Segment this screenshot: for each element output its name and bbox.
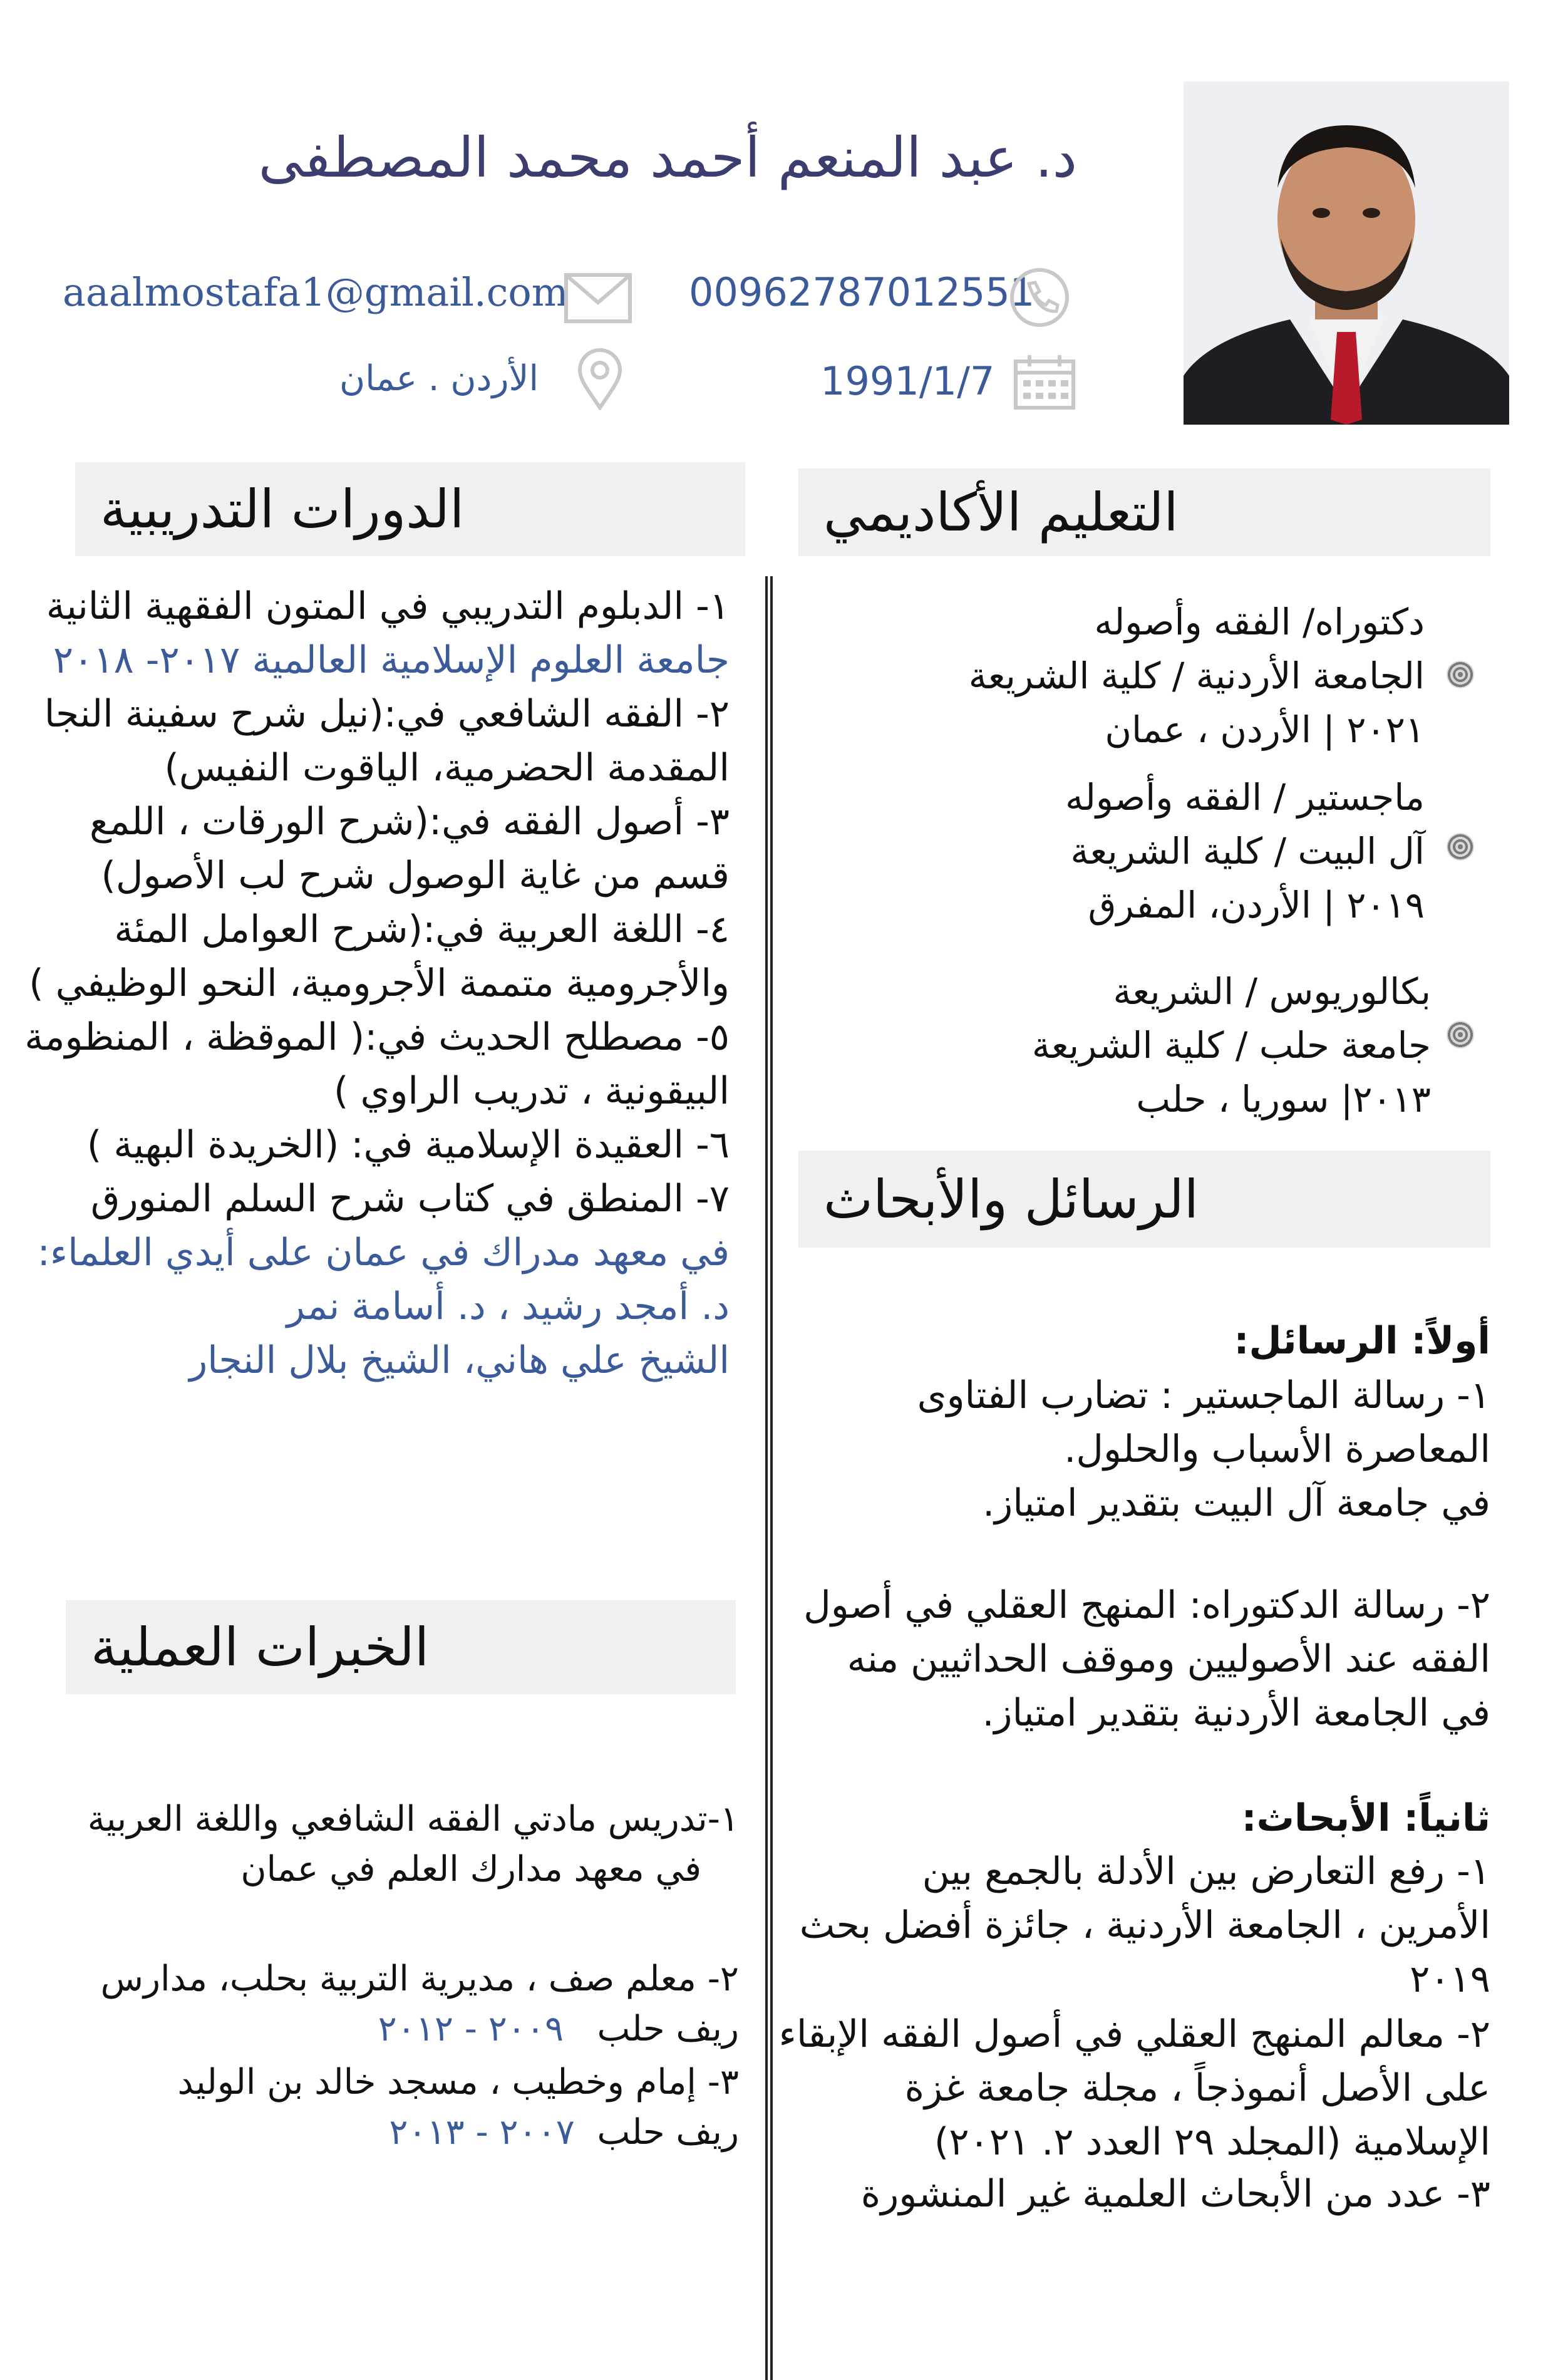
- location: الأردن . عمان: [339, 358, 539, 399]
- experience-place: ريف حلب: [597, 2112, 739, 2153]
- experience-line: ٣- إمام وخطيب ، مسجد خالد بن الوليد: [177, 2062, 739, 2103]
- course-line: قسم من غاية الوصول شرح لب الأصول): [101, 854, 730, 898]
- paper-line: الإسلامية (المجلد ٢٩ العدد ٢. ٢٠٢١): [934, 2120, 1490, 2164]
- courses-title: الدورات التدريبية: [100, 479, 465, 540]
- paper-line: ٢- معالم المنهج العقلي في أصول الفقه الإبقاء: [778, 2012, 1490, 2056]
- experience-place: ريف حلب: [597, 2009, 739, 2049]
- education-item: [1065, 770, 1425, 932]
- theses-heading: أولاً: الرسائل:: [1234, 1319, 1490, 1363]
- thesis-line: في جامعة آل البيت بتقدير امتياز.: [983, 1481, 1490, 1525]
- papers-heading: ثانياً: الأبحاث:: [1241, 1796, 1490, 1840]
- courses-list: [24, 579, 730, 1387]
- thesis-line: ١- رسالة الماجستير : تضارب الفتاوى: [917, 1374, 1490, 1417]
- paper-line: الأمرين ، الجامعة الأردنية ، جائزة أفضل بحث: [799, 1903, 1490, 1947]
- course-line: ٦- العقيدة الإسلامية في: (الخريدة البهية ): [86, 1123, 730, 1167]
- experience-title: الخبرات العملية: [91, 1617, 430, 1678]
- courses-section-header: [75, 462, 745, 556]
- thesis-item: [803, 1578, 1490, 1740]
- thesis-line: الفقه عند الأصوليين وموقف الحداثيين منه: [847, 1637, 1490, 1681]
- paper-line: ٢٠١٩: [1410, 1957, 1490, 2001]
- column-divider: [765, 576, 773, 2380]
- course-line: ١- الدبلوم التدريبي في المتون الفقهية الثانية: [46, 584, 730, 628]
- course-line: ٣- أصول الفقه في:(شرح الورقات ، اللمع: [90, 800, 730, 844]
- phone-icon: [1008, 266, 1071, 329]
- experience-years: ٢٠٠٩ - ٢٠١٢: [378, 2009, 564, 2049]
- teachers-line: د. أمجد رشيد ، د. أسامة نمر: [286, 1285, 730, 1328]
- bullet-icon: [1447, 661, 1474, 688]
- paper-line: ٣- عدد من الأبحاث العلمية غير المنشورة: [860, 2172, 1490, 2216]
- experience-line: ٢- معلم صف ، مديرية التربية بحلب، مدارس: [100, 1958, 739, 1999]
- education-line: بكالوريوس / الشريعة: [1113, 970, 1431, 1013]
- education-line: دكتوراه/ الفقه وأصوله: [1094, 601, 1425, 643]
- education-title: التعليم الأكاديمي: [823, 482, 1179, 543]
- thesis-line: المعاصرة الأسباب والحلول.: [1064, 1427, 1490, 1471]
- paper-item: [800, 1844, 1490, 2006]
- experience-line: ١-تدريس مادتي الفقه الشافعي واللغة العربية: [87, 1799, 739, 1839]
- thesis-line: ٢- رسالة الدكتوراه: المنهج العقلي في أصول: [803, 1583, 1490, 1627]
- paper-line: على الأصل أنموذجاً ، مجلة جامعة غزة: [904, 2066, 1490, 2110]
- course-line: المقدمة الحضرمية، الياقوت النفيس): [164, 746, 730, 790]
- course-line: البيقونية ، تدريب الراوي ): [334, 1069, 730, 1113]
- education-item: [1032, 965, 1431, 1126]
- email-address[interactable]: aaalmostafa1@gmail.com: [63, 269, 569, 315]
- candidate-name: د. عبد المنعم أحمد محمد المصطفى: [258, 125, 1077, 190]
- paper-item: [779, 2007, 1490, 2169]
- course-line: ٧- المنطق في كتاب شرح السلم المنورق: [90, 1177, 730, 1221]
- phone-number[interactable]: 00962787012551: [689, 269, 1035, 315]
- profile-photo: [1184, 81, 1509, 425]
- course-line: والأجرومية متممة الأجرومية، النحو الوظيفي ): [29, 961, 730, 1005]
- bullet-icon: [1447, 833, 1474, 861]
- education-line: جامعة حلب / كلية الشريعة: [1031, 1024, 1431, 1067]
- education-item: [969, 595, 1425, 757]
- course-line: ٤- اللغة العربية في:(شرح العوامل المئة: [114, 908, 730, 951]
- calendar-icon: [1013, 354, 1076, 410]
- education-line: ٢٠٢١ | الأردن ، عمان: [1105, 708, 1425, 751]
- experience-section-header: [66, 1600, 736, 1694]
- experience-item: [101, 1954, 739, 2054]
- paper-line: ١- رفع التعارض بين الأدلة بالجمع بين: [922, 1850, 1490, 1893]
- education-line: ماجستير / الفقه وأصوله: [1065, 776, 1425, 819]
- education-line: ٢٠١٩ | الأردن، المفرق: [1088, 884, 1425, 926]
- research-title: الرسائل والأبحاث: [823, 1168, 1199, 1230]
- education-section-header: [798, 468, 1490, 556]
- paper-item: [861, 2167, 1490, 2221]
- bullet-icon: [1447, 1021, 1474, 1048]
- course-line: ٢- الفقه الشافعي في:(نيل شرح سفينة النجا: [44, 692, 730, 736]
- teachers-line: الشيخ علي هاني، الشيخ بلال النجار: [189, 1338, 730, 1382]
- envelope-icon: [564, 272, 632, 324]
- education-line: آل البيت / كلية الشريعة: [1070, 830, 1425, 872]
- location-pin-icon: [575, 348, 625, 410]
- experience-item: [178, 2057, 740, 2158]
- experience-item: [88, 1794, 739, 1895]
- course-line: ٥- مصطلح الحديث في:( الموقظة ، المنظومة: [24, 1015, 730, 1059]
- birthdate: 1991/1/7: [820, 358, 995, 404]
- education-line: الجامعة الأردنية / كلية الشريعة: [968, 654, 1425, 697]
- course-line: جامعة العلوم الإسلامية العالمية ٢٠١٧- ٢٠١٨: [53, 638, 730, 682]
- teachers-line: في معهد مدراك في عمان على أيدي العلماء:: [37, 1231, 730, 1275]
- thesis-item: [917, 1368, 1490, 1530]
- research-section-header: [798, 1151, 1490, 1248]
- thesis-line: في الجامعة الأردنية بتقدير امتياز.: [982, 1691, 1490, 1735]
- experience-years: ٢٠٠٧ - ٢٠١٣: [389, 2112, 575, 2153]
- education-line: ٢٠١٣| سوريا ، حلب: [1136, 1078, 1431, 1120]
- experience-line: في معهد مدارك العلم في عمان: [240, 1849, 701, 1890]
